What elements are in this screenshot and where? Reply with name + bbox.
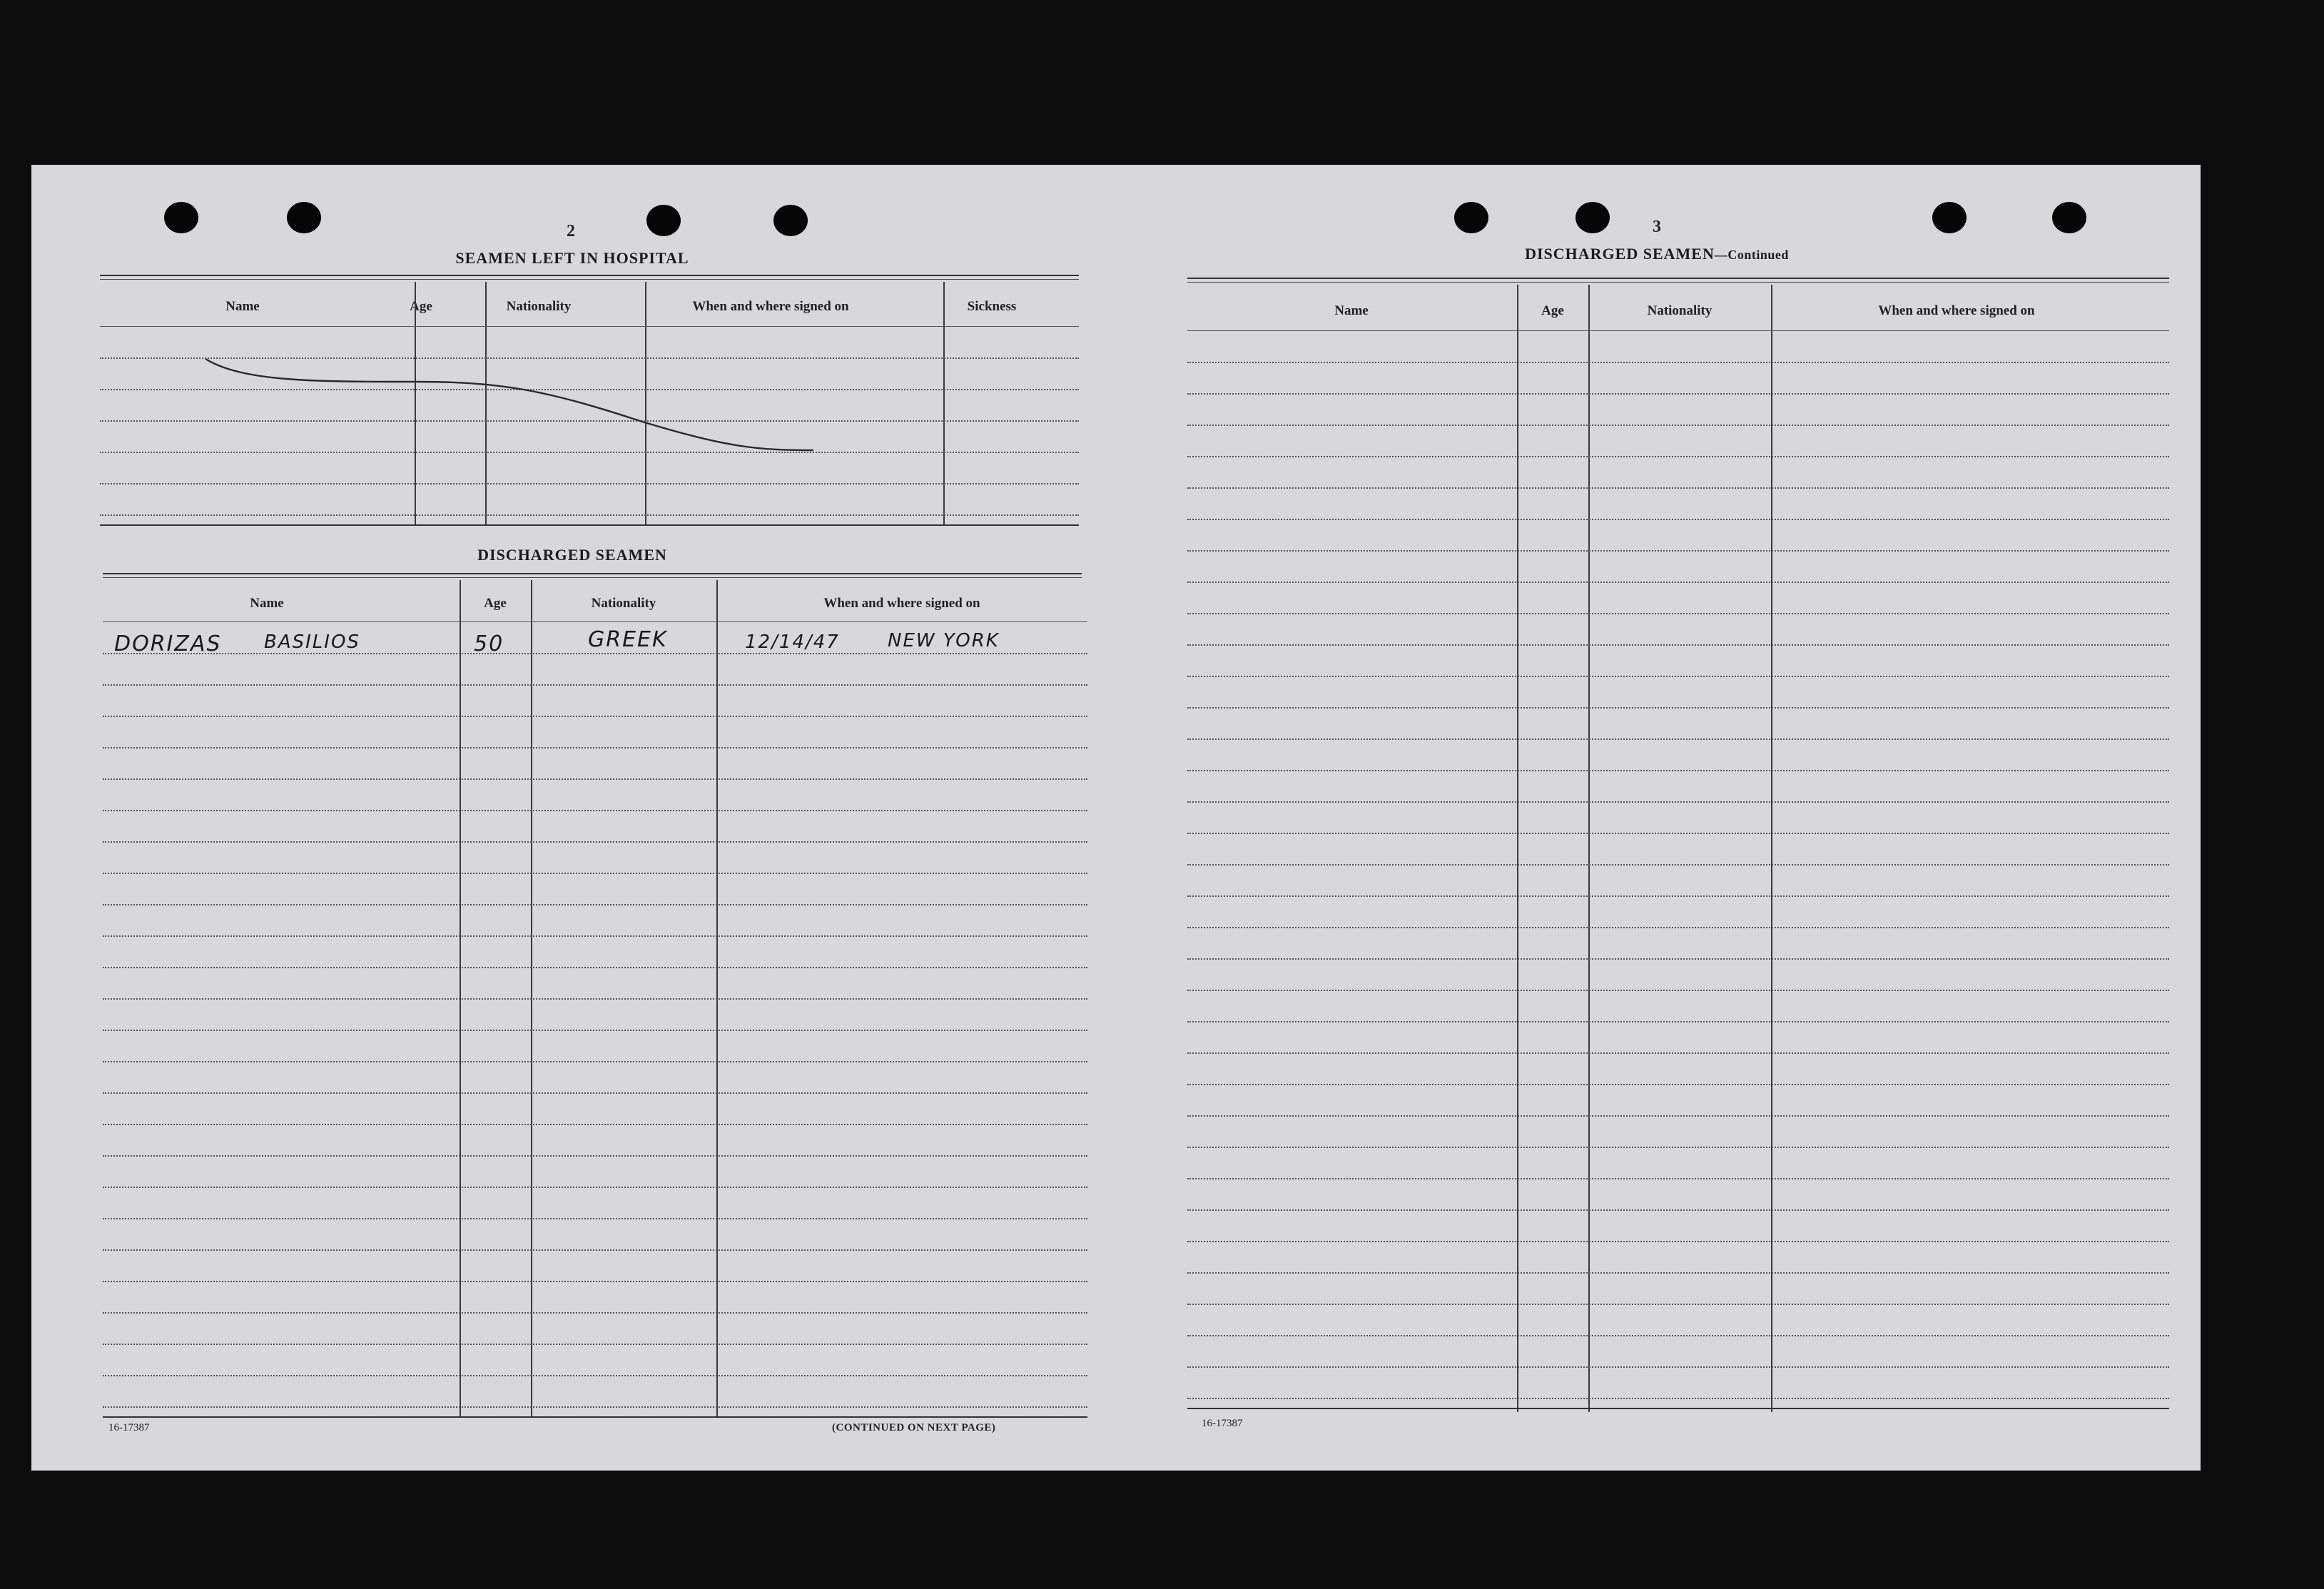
hospital-bottom-rule xyxy=(100,524,1079,526)
column-divider xyxy=(1588,285,1590,1412)
discharged-top-rule-2 xyxy=(103,577,1082,578)
row-line xyxy=(103,778,1087,780)
row-line xyxy=(103,653,1087,654)
row-line xyxy=(1187,1021,2169,1022)
discharged-table-right xyxy=(1187,285,2169,1412)
right-section-title xyxy=(1525,245,1789,263)
row-line xyxy=(1187,487,2169,489)
row-line xyxy=(103,1312,1087,1314)
row-line xyxy=(1187,582,2169,583)
row-line xyxy=(103,1124,1087,1125)
column-header-age: Age xyxy=(484,596,507,611)
row-line xyxy=(1187,864,2169,865)
row-line xyxy=(103,684,1087,686)
binder-hole xyxy=(287,202,321,233)
row-line xyxy=(1187,362,2169,363)
row-line xyxy=(103,967,1087,968)
seaman-last-name: DORIZAS xyxy=(114,631,222,656)
row-line xyxy=(1187,895,2169,897)
discharged-bottom-rule xyxy=(103,1416,1087,1418)
row-line xyxy=(1187,927,2169,928)
hospital-top-rule-2 xyxy=(100,279,1079,280)
row-line xyxy=(1187,958,2169,960)
column-header-signed-on: When and where signed on xyxy=(823,596,980,611)
row-line xyxy=(103,810,1087,811)
header-underline xyxy=(1187,330,2169,331)
discharged-table-left xyxy=(103,580,1087,1436)
hospital-top-rule xyxy=(100,275,1079,276)
row-line xyxy=(103,1375,1087,1376)
right-top-rule xyxy=(1187,278,2169,279)
binder-hole xyxy=(164,202,198,233)
signed-on-date: 12/14/47 xyxy=(745,631,840,653)
binder-hole xyxy=(2052,202,2086,233)
row-line xyxy=(103,1281,1087,1282)
column-header-nationality: Nationality xyxy=(591,596,656,611)
column-header-sickness: Sickness xyxy=(967,299,1017,314)
row-line xyxy=(103,747,1087,748)
column-header-name: Name xyxy=(1334,303,1369,318)
row-line xyxy=(1187,425,2169,426)
right-form-number: 16-17387 xyxy=(1202,1418,1243,1429)
hospital-section-title: SEAMEN LEFT IN HOSPITAL xyxy=(455,249,689,267)
row-line xyxy=(1187,676,2169,677)
row-line xyxy=(1187,393,2169,395)
row-line xyxy=(1187,1084,2169,1085)
row-line xyxy=(1187,1366,2169,1368)
row-line xyxy=(1187,613,2169,614)
row-line xyxy=(103,935,1087,937)
row-line xyxy=(103,1030,1087,1031)
row-line xyxy=(1187,801,2169,803)
row-line xyxy=(1187,1052,2169,1054)
binder-hole xyxy=(1454,202,1488,233)
row-line xyxy=(1187,1147,2169,1148)
right-page-number: 3 xyxy=(1653,218,1661,236)
hospital-table xyxy=(100,282,1079,532)
row-line xyxy=(1187,833,2169,834)
column-header-nationality: Nationality xyxy=(506,299,572,314)
row-line xyxy=(1187,770,2169,771)
right-bottom-rule xyxy=(1187,1408,2169,1409)
continued-note: (CONTINUED ON NEXT PAGE) xyxy=(832,1422,996,1433)
binder-hole xyxy=(1575,202,1610,233)
row-line xyxy=(1187,644,2169,646)
right-section-title-text: DISCHARGED SEAMEN xyxy=(1525,245,1715,263)
left-form-number: 16-17387 xyxy=(108,1422,150,1433)
seaman-age: 50 xyxy=(474,631,504,656)
row-line xyxy=(103,873,1087,874)
column-header-name: Name xyxy=(225,299,260,314)
row-line xyxy=(1187,519,2169,520)
row-line xyxy=(103,904,1087,905)
row-line xyxy=(1187,1398,2169,1399)
column-header-signed-on: When and where signed on xyxy=(1878,303,2035,318)
row-line xyxy=(103,1187,1087,1188)
column-divider xyxy=(1771,285,1772,1412)
row-line xyxy=(1187,1178,2169,1179)
row-line xyxy=(1187,1115,2169,1117)
seaman-nationality: GREEK xyxy=(588,627,668,652)
binder-hole xyxy=(773,205,808,236)
row-line xyxy=(1187,1209,2169,1211)
row-line xyxy=(103,1249,1087,1251)
document-sheet xyxy=(31,165,2201,1471)
discharged-top-rule xyxy=(103,573,1082,574)
discharged-section-title: DISCHARGED SEAMEN xyxy=(477,546,667,564)
row-line xyxy=(103,1406,1087,1408)
row-line xyxy=(103,1218,1087,1219)
row-line xyxy=(103,1061,1087,1062)
row-line xyxy=(103,1155,1087,1157)
column-header-age: Age xyxy=(1541,303,1564,318)
column-header-nationality: Nationality xyxy=(1647,303,1712,318)
right-top-rule-2 xyxy=(1187,282,2169,283)
column-header-age: Age xyxy=(410,299,432,314)
void-strike-line xyxy=(100,282,1079,524)
left-page-number: 2 xyxy=(567,222,575,240)
binder-hole xyxy=(646,205,681,236)
column-divider xyxy=(1517,285,1518,1412)
binder-hole xyxy=(1932,202,1967,233)
row-line xyxy=(103,1092,1087,1094)
row-line xyxy=(103,1344,1087,1345)
row-line xyxy=(1187,738,2169,740)
row-line xyxy=(1187,1272,2169,1274)
column-header-signed-on: When and where signed on xyxy=(692,299,849,314)
row-line xyxy=(103,998,1087,1000)
row-line xyxy=(103,716,1087,717)
header-underline xyxy=(103,621,1087,622)
row-line xyxy=(1187,1335,2169,1336)
column-header-name: Name xyxy=(250,596,284,611)
row-line xyxy=(1187,550,2169,552)
seaman-first-name: BASILIOS xyxy=(264,631,360,653)
row-line xyxy=(1187,1241,2169,1242)
row-line xyxy=(1187,456,2169,457)
right-section-title-suffix: —Continued xyxy=(1714,248,1789,262)
row-line xyxy=(1187,990,2169,991)
row-line xyxy=(1187,707,2169,709)
row-line xyxy=(103,841,1087,843)
row-line xyxy=(1187,1304,2169,1305)
signed-on-place: NEW YORK xyxy=(888,630,1000,651)
